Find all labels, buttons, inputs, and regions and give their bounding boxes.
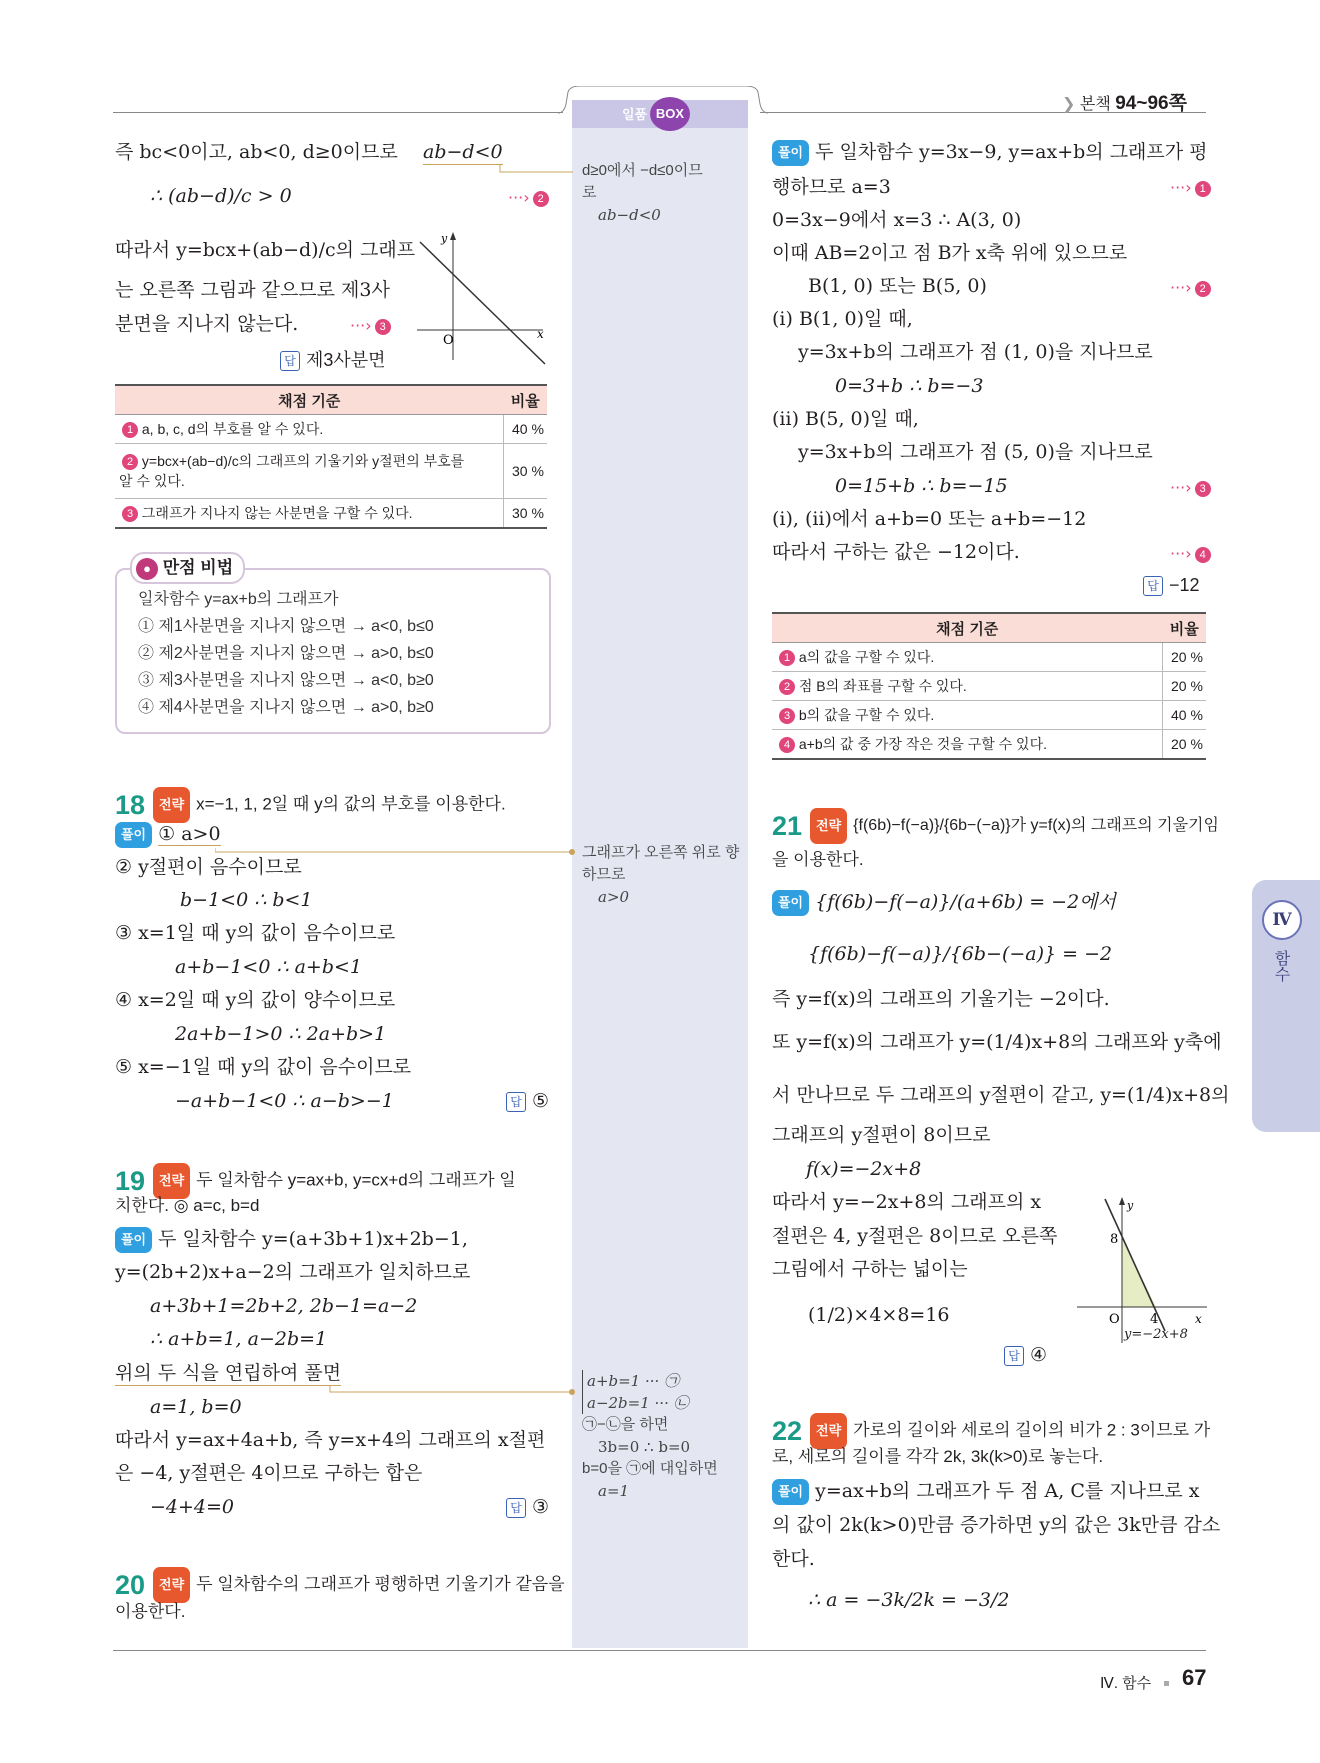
q22-line: 의 값이 2k(k>0)만큼 증가하면 y의 값은 3k만큼 감소	[772, 1514, 1221, 1536]
q19-line	[115, 1227, 468, 1253]
q19-line: 은 −4, y절편은 4이므로 구하는 합은	[115, 1462, 423, 1484]
svg-text:x: x	[537, 327, 544, 341]
q22-line	[772, 1479, 1199, 1505]
q21-line: 그림에서 구하는 넓이는	[772, 1258, 968, 1280]
mid-note-line: d≥0에서 −d≤0이므	[582, 162, 703, 179]
q21-text: {f(6b)−f(−a)}/(a+6b) = −2에서	[815, 891, 1116, 913]
q17-line4: 는 오른쪽 그림과 같으므로 제3사	[115, 279, 390, 301]
q17-answer	[280, 346, 386, 372]
q17b-line: B(1, 0) 또는 B(5, 0)	[808, 275, 987, 297]
step-marker-2: ···› 2	[508, 188, 549, 207]
q21-line: 즉 y=f(x)의 그래프의 기울기는 −2이다.	[772, 988, 1110, 1010]
q18-heading	[115, 787, 506, 821]
q20-heading	[115, 1567, 565, 1601]
q17b-text: 두 일차함수 y=3x−9, y=ax+b의 그래프가 평	[815, 141, 1208, 163]
q17b-answer-text: −12	[1169, 575, 1200, 595]
mid-note-line: 3b=0 ∴ b=0	[598, 1438, 691, 1456]
q19-line: 위의 두 식을 연립하여 풀면	[115, 1362, 342, 1384]
mid-note-line: a>0	[598, 888, 630, 906]
q17b-line: (ⅱ) B(5, 0)일 때,	[772, 408, 919, 430]
svg-text:O: O	[1109, 1312, 1120, 1327]
solution-tag: 풀이	[772, 890, 809, 916]
mid-note-line: 로	[582, 184, 597, 201]
row-pct: 40 %	[504, 415, 548, 444]
step-marker-4: ···› 4	[1170, 544, 1211, 563]
q21-strategy2: 을 이용한다.	[772, 850, 864, 869]
mid-note-line: 하므로	[582, 866, 626, 883]
row-num: 2	[779, 679, 795, 695]
q17b-line: 이때 AB=2이고 점 B가 x축 위에 있으므로	[772, 242, 1128, 264]
box-label-prefix: 일품	[622, 107, 648, 122]
row-pct: 20 %	[1163, 672, 1207, 701]
row-text: b의 값을 구할 수 있다.	[798, 707, 935, 723]
q17-graph	[415, 232, 550, 367]
q17b-line: (ⅰ) B(1, 0)일 때,	[772, 308, 913, 330]
tip-line: ④ 제4사분면을 지나지 않으면 → a>0, b≥0	[138, 699, 434, 716]
svg-text:O: O	[443, 333, 454, 348]
row-num: 4	[779, 737, 795, 753]
answer-badge: 답	[1004, 1346, 1024, 1366]
q17-answer-text: 제3사분면	[306, 350, 386, 370]
mid-note-line: 그래프가 오른쪽 위로 향	[582, 844, 740, 861]
q18-line: ⑤ x=−1일 때 y의 값이 음수이므로	[115, 1056, 412, 1078]
tip-header	[130, 552, 245, 584]
q21-strategy: {f(6b)−f(−a)}/{6b−(−a)}가 y=f(x)의 그래프의 기울기임	[853, 817, 1219, 835]
q18-text: ① a>0	[158, 823, 221, 845]
row-text: 점 B의 좌표를 구할 수 있다.	[798, 678, 967, 694]
svg-text:y: y	[441, 232, 448, 245]
row-num: 1	[779, 650, 795, 666]
q21-line: 서 만나므로 두 그래프의 y절편이 같고, y=(1/4)x+8의	[772, 1084, 1230, 1106]
q18-line: b−1<0 ∴ b<1	[180, 889, 313, 911]
q17b-line: (ⅰ), (ⅱ)에서 a+b=0 또는 a+b=−12	[772, 508, 1087, 530]
connector-line	[423, 165, 573, 175]
row-pct: 30 %	[504, 444, 548, 499]
q17b-line: y=3x+b의 그래프가 점 (1, 0)을 지나므로	[798, 341, 1153, 363]
q19-line: y=(2b+2)x+a−2의 그래프가 일치하므로	[115, 1261, 471, 1283]
q19-line: 따라서 y=ax+4a+b, 즉 y=x+4의 그래프의 x절편	[115, 1429, 546, 1451]
answer-badge: 답	[506, 1498, 526, 1518]
q21-number: 21	[772, 811, 803, 841]
q19-heading	[115, 1163, 516, 1197]
strategy-tag: 전략	[153, 1163, 190, 1199]
lightbulb-icon: ●	[136, 558, 158, 580]
q22-number: 22	[772, 1416, 803, 1446]
q17b-line: 0=3+b ∴ b=−3	[835, 375, 984, 397]
q17b-line	[772, 140, 1208, 166]
answer-badge: 답	[506, 1092, 526, 1112]
mid-note-3	[582, 1370, 718, 1502]
table-row	[115, 499, 547, 529]
q17-line2: ∴ (ab−d)/c > 0	[150, 185, 292, 207]
q17b-answer	[1143, 575, 1200, 596]
q18-line: 2a+b−1>0 ∴ 2a+b>1	[175, 1023, 387, 1045]
table-head-ratio: 비율	[504, 385, 548, 415]
q18-answer-text: ⑤	[532, 1091, 550, 1112]
q17b-score-table	[772, 612, 1206, 760]
tip-line: ② 제2사분면을 지나지 않으면 → a>0, b≤0	[138, 645, 434, 662]
table-head-criteria: 채점 기준	[115, 385, 504, 415]
q19-line: ∴ a+b=1, a−2b=1	[150, 1328, 328, 1350]
table-head-ratio: 비율	[1163, 613, 1207, 643]
page-number: 67	[1182, 1665, 1207, 1690]
solution-tag: 풀이	[772, 140, 809, 166]
q18-answer	[506, 1090, 549, 1113]
tip-line: ① 제1사분면을 지나지 않으면 → a<0, b≤0	[138, 618, 434, 635]
row-text: 그래프가 지나지 않는 사분면을 구할 수 있다.	[141, 505, 413, 521]
q19-line: a+3b+1=2b+2, 2b−1=a−2	[150, 1295, 418, 1317]
q19-line: −4+4=0	[150, 1496, 235, 1518]
q18-line: ② y절편이 음수이므로	[115, 856, 302, 878]
q22-strategy: 가로의 길이와 세로의 길이의 비가 2 : 3이므로 가	[853, 1420, 1211, 1440]
table-row	[772, 643, 1206, 672]
q17b-line: 행하므로 a=3	[772, 176, 891, 198]
row-pct: 40 %	[1163, 701, 1207, 730]
q17-line5: 분면을 지나지 않는다.	[115, 313, 299, 335]
chevron-right-icon: ❯	[1062, 96, 1076, 113]
q17-underline-expr: ab−d<0	[423, 141, 503, 163]
q18-line	[115, 822, 221, 848]
q18-strategy: x=−1, 1, 2일 때 y의 값의 부호를 이용한다.	[196, 794, 506, 814]
row-num: 3	[122, 506, 138, 522]
q17b-line: 0=15+b ∴ b=−15	[835, 475, 1008, 497]
svg-text:x: x	[1195, 1312, 1202, 1326]
q17b-line: y=3x+b의 그래프가 점 (5, 0)을 지나므로	[798, 441, 1153, 463]
solution-tag: 풀이	[772, 1479, 809, 1505]
q20-strategy: 두 일차함수의 그래프가 평행하면 기울기가 같음을	[196, 1574, 565, 1594]
box-label-badge: BOX	[650, 97, 690, 131]
mid-note-2	[582, 842, 739, 908]
q20-number: 20	[115, 1570, 146, 1600]
answer-badge: 답	[280, 351, 300, 371]
solution-tag: 풀이	[115, 822, 152, 848]
svg-text:8: 8	[1110, 1232, 1119, 1247]
q22-strategy2: 로, 세로의 길이를 각각 2k, 3k(k>0)로 놓는다.	[772, 1447, 1104, 1466]
row-text-cont: 알 수 있다.	[119, 473, 185, 489]
q21-answer	[1004, 1344, 1047, 1367]
table-head-criteria: 채점 기준	[772, 613, 1163, 643]
step-marker-3b: ···› 3	[1170, 478, 1211, 497]
footer-dot	[1164, 1681, 1169, 1686]
mid-note-line: b=0을 ㉠에 대입하면	[582, 1460, 718, 1477]
q21-graph-label: y=−2x+8	[1124, 1327, 1188, 1342]
q21-line: {f(6b)−f(−a)}/{6b−(−a)} = −2	[808, 943, 1113, 965]
chapter-roman: Ⅳ	[1262, 900, 1302, 940]
row-num: 3	[779, 708, 795, 724]
step-marker-3: ···› 3	[350, 316, 391, 335]
table-row	[772, 672, 1206, 701]
header-rule-left	[113, 112, 563, 113]
mid-note-1	[582, 160, 703, 226]
q19-number: 19	[115, 1166, 146, 1196]
q21-answer-text: ④	[1030, 1345, 1048, 1366]
mid-note-line: ab−d<0	[598, 206, 661, 224]
ref-pages: 94~96쪽	[1115, 93, 1187, 114]
strategy-tag: 전략	[153, 787, 190, 823]
mid-note-line: a+b=1 ··· ㉠	[587, 1372, 680, 1390]
q18-line: −a+b−1<0 ∴ a−b>−1	[175, 1090, 394, 1112]
tip-line: 일차함수 y=ax+b의 그래프가	[138, 591, 339, 608]
strategy-tag: 전략	[810, 808, 847, 844]
strategy-tag: 전략	[153, 1567, 190, 1603]
q19-text: 두 일차함수 y=(a+3b+1)x+2b−1,	[158, 1228, 468, 1250]
q22-line: ∴ a = −3k/2k = −3/2	[808, 1589, 1010, 1611]
q18-number: 18	[115, 790, 146, 820]
table-row	[115, 444, 547, 499]
table-row	[772, 730, 1206, 760]
q18-line: ③ x=1일 때 y의 값이 음수이므로	[115, 922, 396, 944]
q17b-line: 0=3x−9에서 x=3 ∴ A(3, 0)	[772, 209, 1022, 231]
step-marker-2b: ···› 2	[1170, 278, 1211, 297]
mid-note-line: a−2b=1 ··· ㉡	[587, 1394, 689, 1412]
svg-text:y: y	[1127, 1199, 1134, 1212]
q21-heading	[772, 808, 1219, 842]
footer-rule	[113, 1650, 1206, 1651]
q21-line: 따라서 y=−2x+8의 그래프의 x	[772, 1191, 1042, 1213]
q21-line	[772, 890, 1116, 916]
q17-line1: 즉 bc<0이고, ab<0, d≥0이므로	[115, 141, 398, 163]
row-num: 1	[122, 422, 138, 438]
row-text: a의 값을 구할 수 있다.	[798, 649, 935, 665]
table-row	[772, 701, 1206, 730]
q19-line: a=1, b=0	[150, 1396, 242, 1418]
q21-line: 또 y=f(x)의 그래프가 y=(1/4)x+8의 그래프와 y축에	[772, 1031, 1222, 1053]
strategy-tag: 전략	[810, 1413, 847, 1449]
mid-note-line: a=1	[598, 1482, 630, 1500]
row-pct: 20 %	[1163, 643, 1207, 672]
answer-badge: 답	[1143, 576, 1163, 596]
row-text: y=bcx+(ab−d)/c의 그래프의 기울기와 y절편의 부호를	[141, 453, 465, 469]
q22-text: y=ax+b의 그래프가 두 점 A, C를 지나므로 x	[815, 1480, 1200, 1502]
row-pct: 20 %	[1163, 730, 1207, 760]
q17b-line: 따라서 구하는 값은 −12이다.	[772, 541, 1020, 563]
tip-title: 만점 비법	[162, 558, 234, 577]
solution-tag: 풀이	[115, 1227, 152, 1253]
q18-line: a+b−1<0 ∴ a+b<1	[175, 956, 363, 978]
reference-pages	[1062, 88, 1187, 115]
q17-score-table	[115, 384, 547, 529]
row-num: 2	[122, 454, 138, 470]
tip-line: ③ 제3사분면을 지나지 않으면 → a<0, b≥0	[138, 672, 434, 689]
footer-chapter: Ⅳ. 함수	[1100, 1675, 1152, 1692]
q22-line: 한다.	[772, 1548, 815, 1570]
q20-strategy2: 이용한다.	[115, 1602, 186, 1621]
q19-answer-text: ③	[532, 1497, 550, 1518]
mid-note-line: ㉠−㉡을 하면	[582, 1416, 669, 1433]
q21-graph	[1075, 1195, 1210, 1345]
q21-line: (1/2)×4×8=16	[808, 1304, 950, 1326]
chapter-name: 함수	[1272, 950, 1289, 982]
table-row	[115, 415, 547, 444]
q19-strategy: 두 일차함수 y=ax+b, y=cx+d의 그래프가 일	[196, 1170, 516, 1190]
q19-strategy2: 치한다. ◎ a=c, b=d	[115, 1196, 260, 1215]
q21-line: 절편은 4, y절편은 8이므로 오른쪽	[772, 1225, 1058, 1247]
q21-line: f(x)=−2x+8	[806, 1158, 922, 1180]
row-text: a+b의 값 중 가장 작은 것을 구할 수 있다.	[798, 736, 1047, 752]
q22-heading	[772, 1413, 1210, 1447]
step-marker-1: ···› 1	[1170, 178, 1211, 197]
q17-line3: 따라서 y=bcx+(ab−d)/c의 그래프	[115, 239, 416, 261]
ref-label: 본책	[1079, 96, 1111, 113]
svg-text:4: 4	[1150, 1312, 1159, 1327]
q19-answer	[506, 1496, 549, 1519]
row-text: a, b, c, d의 부호를 알 수 있다.	[141, 421, 324, 437]
row-pct: 30 %	[504, 499, 548, 529]
q21-line: 그래프의 y절편이 8이므로	[772, 1124, 991, 1146]
q18-line: ④ x=2일 때 y의 값이 양수이므로	[115, 989, 396, 1011]
